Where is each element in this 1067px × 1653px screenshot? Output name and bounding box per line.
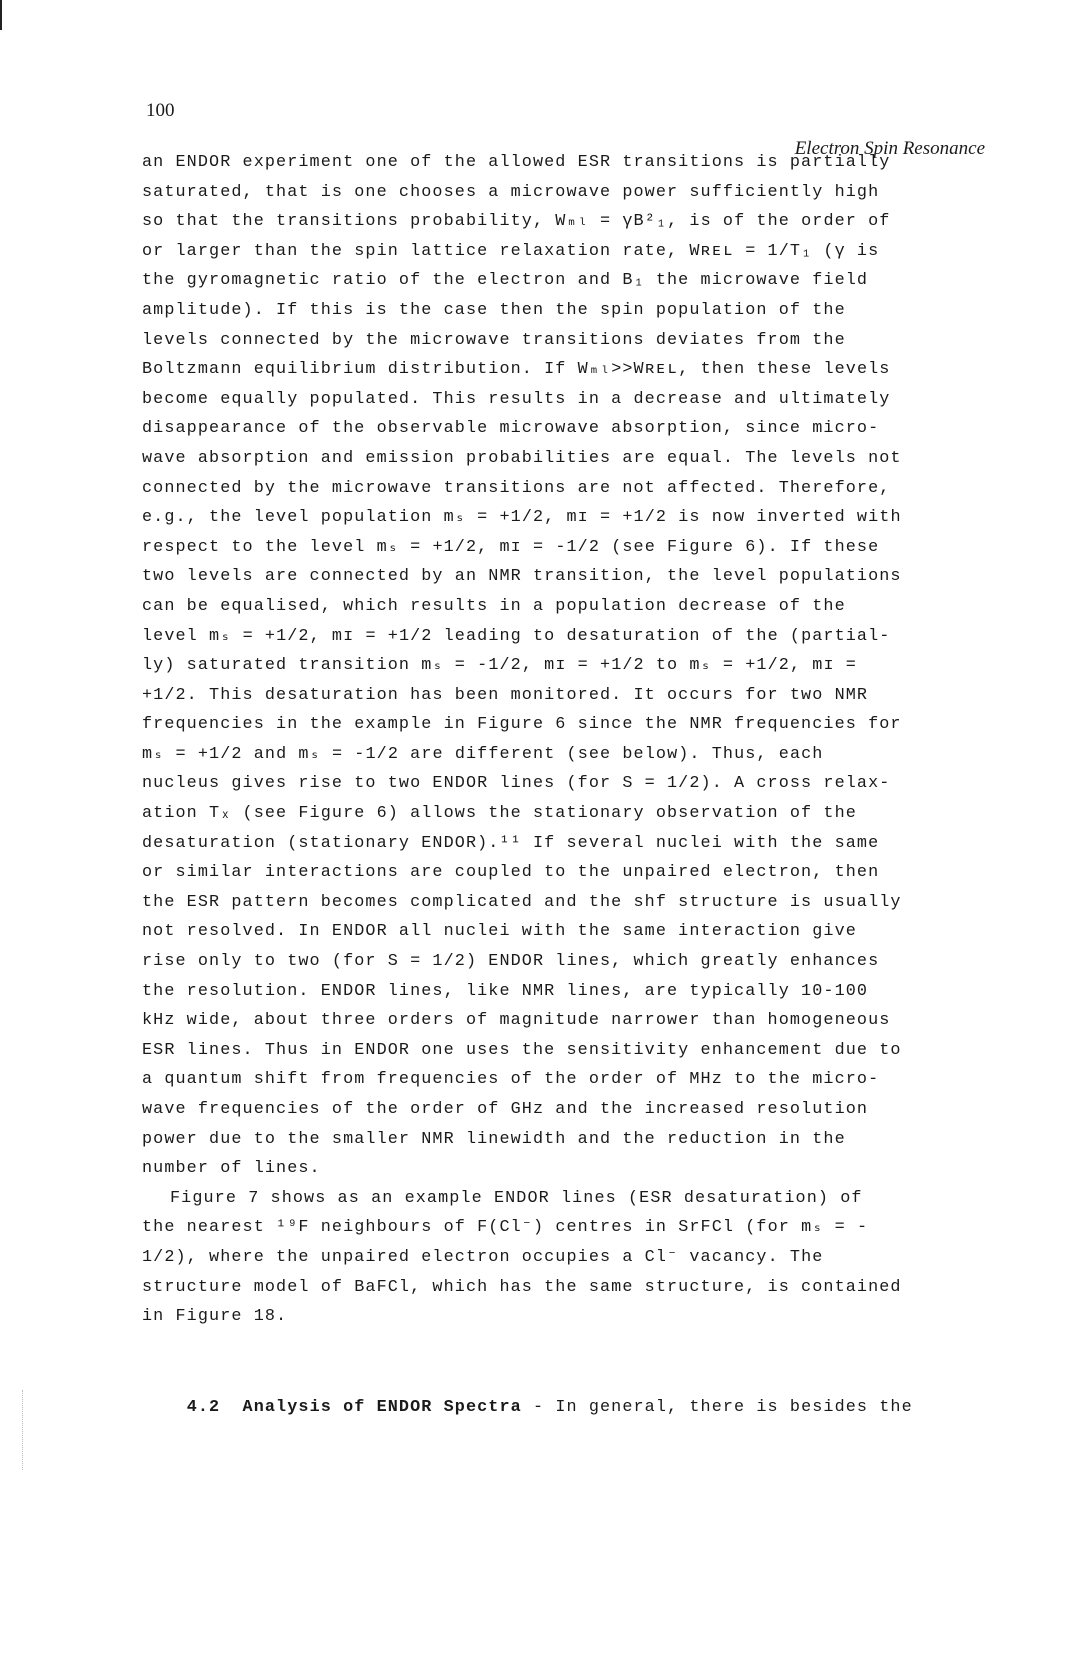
text-line: connected by the microwave transitions are not affected. Therefore,: [142, 478, 891, 498]
text-line: amplitude). If this is the case then the spin population of the: [142, 300, 846, 320]
text-line: desaturation (stationary ENDOR).¹¹ If several nuclei with the same: [142, 833, 880, 853]
text-line: in Figure 18.: [142, 1307, 288, 1327]
text-line: wave frequencies of the order of GHz and the increased resolution: [142, 1100, 869, 1119]
section-text: - In general, there is besides the: [521, 1398, 913, 1418]
text-line: two levels are connected by an NMR transition, the level populations: [142, 567, 902, 587]
text-line: an ENDOR experiment one of the allowed ESR transitions is partially: [142, 153, 891, 172]
section-heading: [142, 1364, 1002, 1453]
text-line: or larger than the spin lattice relaxation rate, Wʀᴇʟ = 1/T₁ (γ is: [142, 241, 880, 261]
text-line: so that the transitions probability, Wₘₗ = γB²₁, is of the order of: [142, 212, 891, 232]
text-line: rise only to two (for S = 1/2) ENDOR lines, which greatly enhances: [142, 952, 880, 972]
text-line: mₛ = +1/2 and mₛ = -1/2 are different (see below). Thus, each: [142, 744, 824, 764]
text-line: power due to the smaller NMR linewidth and the reduction in the: [142, 1129, 846, 1149]
text-line: a quantum shift from frequencies of the order of MHz to the micro-: [142, 1070, 880, 1090]
paragraph-2: [142, 1184, 1002, 1332]
text-line: respect to the level mₛ = +1/2, mɪ = -1/2 (see Figure 6). If these: [142, 537, 880, 557]
text-line: wave absorption and emission probabilities are equal. The levels not: [142, 448, 902, 468]
text-line: +1/2. This desaturation has been monitored. It occurs for two NMR: [142, 685, 869, 705]
section-title: Analysis of ENDOR Spectra: [242, 1398, 522, 1418]
section-number: 4.2: [186, 1398, 221, 1418]
section-gap: [142, 1332, 1002, 1364]
text-line: levels connected by the microwave transitions deviates from the: [142, 330, 846, 350]
text-line: number of lines.: [142, 1159, 321, 1179]
page-number: 100: [146, 100, 175, 121]
text-line: become equally populated. This results in a decrease and ultimately: [142, 389, 891, 409]
text-line: Boltzmann equilibrium distribution. If Wₘₗ>>Wʀᴇʟ, then these levels: [142, 360, 891, 380]
text-line: the ESR pattern becomes complicated and the shf structure is usually: [142, 892, 902, 912]
text-line: ation Tₓ (see Figure 6) allows the stationary observation of the: [142, 804, 857, 824]
text-line: frequencies in the example in Figure 6 since the NMR frequencies for: [142, 715, 902, 735]
running-title: Electron Spin Resonance: [794, 138, 985, 159]
text-line: ESR lines. Thus in ENDOR one uses the sensitivity enhancement due to: [142, 1040, 902, 1060]
text-line: can be equalised, which results in a population decrease of the: [142, 596, 846, 616]
text-line: kHz wide, about three orders of magnitude narrower than homogeneous: [142, 1011, 891, 1031]
text-line: not resolved. In ENDOR all nuclei with the same interaction give: [142, 922, 857, 942]
text-line: or similar interactions are coupled to the unpaired electron, then: [142, 863, 880, 883]
text-line: nucleus gives rise to two ENDOR lines (for S = 1/2). A cross relax-: [142, 774, 891, 794]
body-text: [142, 148, 1002, 1453]
text-line: the resolution. ENDOR lines, like NMR lines, are typically 10-100: [142, 981, 869, 1001]
text-line: ly) saturated transition mₛ = -1/2, mɪ = +1/2 to mₛ = +1/2, mɪ =: [142, 656, 857, 676]
scan-edge-mark: [0, 0, 2, 30]
text-line: disappearance of the observable microwave absorption, since micro-: [142, 419, 880, 439]
text-line: 1/2), where the unpaired electron occupies a Cl⁻ vacancy. The: [142, 1247, 824, 1267]
text-line: level mₛ = +1/2, mɪ = +1/2 leading to desaturation of the (partial-: [142, 626, 891, 646]
text-line: structure model of BaFCl, which has the same structure, is contained: [142, 1277, 902, 1297]
scan-edge-dots: [22, 1390, 25, 1470]
text-line: e.g., the level population mₛ = +1/2, mɪ = +1/2 is now inverted with: [142, 508, 902, 528]
text-line: the nearest ¹⁹F neighbours of F(Cl⁻) centres in SrFCl (for mₛ = -: [142, 1218, 869, 1238]
text-line: Figure 7 shows as an example ENDOR lines (ESR desaturation) of: [170, 1188, 863, 1208]
text-line: saturated, that is one chooses a microwave power sufficiently high: [142, 182, 880, 202]
paragraph-1: [142, 148, 1002, 1184]
text-line: the gyromagnetic ratio of the electron and B₁ the microwave field: [142, 271, 869, 291]
